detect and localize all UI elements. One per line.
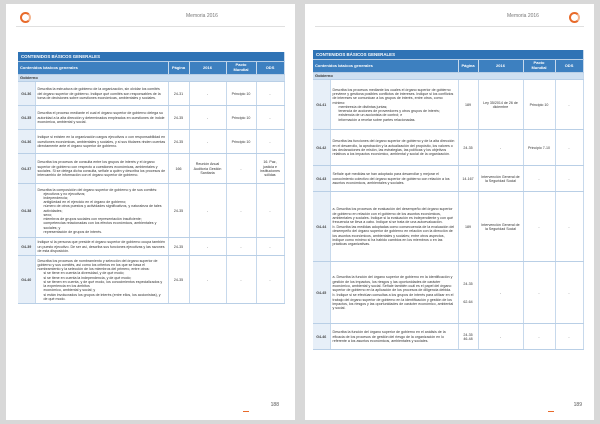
row-year: -	[478, 130, 523, 166]
row-ods: 16. Paz, justicia e instituciones sólidas	[256, 154, 284, 184]
gri-table	[18, 52, 285, 304]
row-page-b: 62-64	[463, 299, 473, 304]
row-code: G4-36	[18, 82, 35, 106]
row-ods: -	[555, 166, 583, 192]
row-page-cell	[458, 262, 478, 324]
row-pacto: Principio 10	[226, 106, 256, 130]
table-row	[313, 130, 583, 166]
row-pacto: -	[226, 154, 256, 184]
table-row	[18, 184, 284, 238]
list-item: • miembros de grupos sociales con representación insuficiente;	[44, 217, 166, 221]
row-year: -	[189, 106, 226, 130]
row-ods: -	[555, 80, 583, 130]
page-marker	[548, 411, 554, 412]
row-text: Indique si existen en la organización cargos ejecutivos o con responsabilidad en cuestiones económicas, ambientales y sociales, y si sus titulares rinden cuentas directamente ante el órgano superior de gobierno.	[35, 130, 168, 154]
row-year: -	[189, 238, 226, 256]
right-page	[305, 4, 594, 420]
row-text: Describa los procesos de consulta entre los grupos de interés y el órgano superior de gobierno con respecto a cuestiones económicas, ambientales y sociales. Si se delega dicha consulta, señale a quién y describa los procesos de intercambio de información con el órgano superior de gobierno.	[35, 154, 168, 184]
row-code: G4-43	[313, 166, 330, 192]
row-ods: -	[256, 130, 284, 154]
row-ods: -	[555, 192, 583, 262]
col-page: Página	[168, 62, 189, 74]
row-page: 189	[458, 192, 478, 262]
list-item: • económico, ambiental y social; y	[44, 288, 166, 292]
col-page: Página	[458, 60, 478, 72]
table-row	[18, 256, 284, 304]
col-ods: ODS	[555, 60, 583, 72]
row-pacto: -	[523, 166, 555, 192]
list-item: • tenencia de acciones de proveedores y otros grupos de interés;	[339, 109, 456, 113]
row-text: Describa el proceso mediante el cual el órgano superior de gobierno delega su autoridad a la alta dirección y determinados empleados en cuestiones de índole económica, ambiental y social.	[35, 106, 168, 130]
col-pacto: Pacto Mundial	[226, 62, 256, 74]
row-pacto: Principio 7-10	[523, 130, 555, 166]
row-page: 24-35	[168, 238, 189, 256]
row-page: 24-35	[168, 256, 189, 304]
row-text: Indique si la persona que preside el órgano superior de gobierno ocupa también un puesto ejecutivo. De ser así, describa sus funciones ejecutivas y las razones de esta disposición.	[35, 238, 168, 256]
row-code: G4-39	[18, 238, 35, 256]
row-pacto: -	[226, 238, 256, 256]
row-code: G4-40	[18, 256, 35, 304]
list-item: • competencias relacionadas con los efectos económicos, ambientales y sociales; y	[44, 221, 166, 229]
list-item: • si están involucrados los grupos de interés (entre ellos, los accionistas), y de qué modo.	[44, 293, 166, 301]
row-page: 14-167	[458, 166, 478, 192]
row-code: G4-36	[18, 130, 35, 154]
section-label: Gobierno	[313, 72, 583, 80]
bullet-list	[38, 192, 166, 234]
row-page: 189	[458, 80, 478, 130]
row-ods: -	[256, 238, 284, 256]
row-page: 24-35	[168, 106, 189, 130]
row-year: -	[189, 184, 226, 238]
row-text-cell	[330, 262, 458, 324]
row-code: G4-35	[18, 106, 35, 130]
row-code: G4-37	[18, 154, 35, 184]
row-ods: -	[256, 82, 284, 106]
row-year: -	[189, 256, 226, 304]
row-ods: -	[555, 262, 583, 324]
list-item: • si se tienen en cuenta, y de qué modo, los conocimientos especializados y la experiencia en los ámbitos	[44, 280, 166, 288]
row-pacto: -	[226, 184, 256, 238]
row-year: Intervención General de la Seguridad Social	[478, 192, 523, 262]
header-title: Memoria 2016	[186, 13, 218, 19]
table-row	[313, 192, 583, 262]
row-pacto: Principio 10	[226, 130, 256, 154]
row-text: Describa los procesos de nombramiento y selección del órgano superior de gobierno y sus comités, así como los criterios en los que se basa el nombramiento y la selección de los miembros del primero, entre otros:	[37, 258, 158, 272]
row-text: a. Describa los procesos de evaluación del desempeño del órgano superior de gobierno en relación con el gobierno de los asuntos económicos, ambientales y sociales. Indique si la evaluación es independiente y con qué frecuencia se lleva a cabo. Indique si se trata de una autoevaluación.	[332, 207, 453, 224]
row-text: Describa la composición del órgano superior de gobierno y de sus comités:	[37, 187, 158, 192]
row-subtext: b. Describa las medidas adoptadas como consecuencia de la evaluación del desempeño del órgano superior de gobierno en relación con la dirección de los asuntos económicos, ambientales y sociales; entre otros aspectos, indique como mínimo si ha habido cambios en los miembros o en las prácticas organizativas.	[332, 225, 455, 247]
col-ods: ODS	[256, 62, 284, 74]
bullet-list	[38, 271, 166, 301]
row-code: G4-38	[18, 184, 35, 238]
table-row	[18, 130, 284, 154]
row-year: -	[189, 82, 226, 106]
row-pacto: -	[523, 192, 555, 262]
row-text-cell	[330, 192, 458, 262]
row-subtext: b. Indique si se efectúan consultas a los grupos de interés para utilizar en el trabajo del órgano superior de gobierno en la identificación y gestión de los impactos, los riesgos y las oportunidades de carácter económico, ambiental y social.	[332, 293, 454, 311]
col-content: Contenidos básicos generales	[313, 60, 458, 72]
page-number: 188	[270, 402, 279, 408]
table-row	[313, 80, 583, 130]
list-item: • número de otros puestos y actividades significativos, y naturaleza de tales actividades;	[44, 204, 166, 212]
table-title: CONTENIDOS BÁSICOS GENERALES	[18, 52, 284, 62]
row-year: Reunión Anual Auditoría Gestión Sanitaria	[189, 154, 226, 184]
row-code: G4-46	[313, 324, 330, 350]
row-text: Describa las funciones del órgano superior de gobierno y de la alta dirección en el desarrollo, la aprobación y la actualización del propósito, los valores o las declaraciones de misión, las estrategias, las políticas y los objetivos relativos a los impactos económico, ambiental y social de la organización.	[330, 130, 458, 166]
list-item: • si se tiene en cuenta la independencia, y de qué modo;	[44, 276, 166, 280]
row-code: G4-41	[313, 80, 330, 130]
table-row	[313, 262, 583, 324]
gri-table	[313, 50, 584, 350]
list-item: • ejecutivos y no ejecutivos;	[44, 192, 166, 196]
page-marker	[243, 411, 249, 412]
row-code: G4-42	[313, 130, 330, 166]
row-page: 166	[168, 154, 189, 184]
table-row	[18, 82, 284, 106]
list-item: • sexo;	[44, 213, 166, 217]
left-page	[6, 4, 295, 420]
row-pacto: Principio 10	[226, 82, 256, 106]
list-item: • membresía de distintas juntas;	[339, 105, 456, 109]
table-title: CONTENIDOS BÁSICOS GENERALES	[313, 50, 583, 60]
col-year: 2016	[478, 60, 523, 72]
row-page: 24-35	[463, 281, 473, 286]
row-text: Describa los procesos mediante los cuales el órgano superior de gobierno previene y gestiona posibles conflictos de intereses. Indique si los conflictos de intereses se comunican a los grupos de interés, entre otros, como mínimo:	[332, 87, 454, 105]
row-ods: -	[256, 256, 284, 304]
row-year: Ley 35/2014 de 26 de diciembre	[478, 80, 523, 130]
row-text: Describa la estructura de gobierno de la organización, sin olvidar los comités del órgano superior de gobierno. Indique qué comités son responsables de la toma de decisiones sobre cuestiones económicas, ambientales y sociales.	[35, 82, 168, 106]
row-text: Describa la función del órgano superior de gobierno en el análisis de la eficacia de los procesos de gestión del riesgo de la organización en lo referente a los asuntos económicos, ambientales y sociales.	[330, 324, 458, 350]
header-rule	[315, 26, 584, 27]
row-pacto: -	[523, 262, 555, 324]
row-page: 24-31	[168, 82, 189, 106]
row-year: -	[478, 324, 523, 350]
header-rule	[16, 26, 285, 27]
col-pacto: Pacto Mundial	[523, 60, 555, 72]
row-year: -	[189, 130, 226, 154]
table-row	[313, 166, 583, 192]
row-year: -	[478, 262, 523, 324]
row-pacto: -	[523, 324, 555, 350]
section-label: Gobierno	[18, 74, 284, 82]
list-item: • antigüedad en el ejercicio en el órgano de gobierno;	[44, 200, 166, 204]
row-ods: -	[555, 324, 583, 350]
row-text-cell	[35, 256, 168, 304]
list-item: • independencia;	[44, 196, 166, 200]
row-page: 24-35 46-48	[458, 324, 478, 350]
list-item: • información a revelar sobre partes relacionadas.	[339, 118, 456, 122]
col-year: 2016	[189, 62, 226, 74]
row-ods: -	[555, 130, 583, 166]
row-year: Intervención General de la Seguridad Social	[478, 166, 523, 192]
row-text: a. Describa la función del órgano superior de gobierno en la identificación y gestión de los impactos, los riesgos y las oportunidades de carácter económico, ambiental y social. Señale también cuál es el papel del órgano superior de gobierno en la aplicación de los procesos de diligencia debida.	[332, 275, 453, 293]
row-text-cell	[35, 184, 168, 238]
list-item: • representación de grupos de interés.	[44, 230, 166, 234]
list-item: • si se tiene en cuenta la diversidad, y de qué modo;	[44, 271, 166, 275]
row-ods: -	[256, 184, 284, 238]
row-text: Señale qué medidas se han adoptado para desarrollar y mejorar el conocimiento colectivo del órgano superior de gobierno con relación a los asuntos económicos, ambientales y sociales.	[330, 166, 458, 192]
row-pacto: -	[226, 256, 256, 304]
row-ods: -	[256, 106, 284, 130]
table-row	[18, 106, 284, 130]
row-code: G4-44	[313, 192, 330, 262]
row-page: 24-35	[168, 184, 189, 238]
header-title: Memoria 2016	[507, 13, 539, 19]
row-text-cell	[330, 80, 458, 130]
row-code: G4-45	[313, 262, 330, 324]
table-row	[18, 238, 284, 256]
row-page: 24-35	[168, 130, 189, 154]
table-row	[18, 154, 284, 184]
row-page: 24-35	[458, 130, 478, 166]
logo-icon	[20, 12, 31, 23]
page-number: 189	[573, 402, 582, 408]
col-content: Contenidos básicos generales	[18, 62, 168, 74]
table-row	[313, 324, 583, 350]
bullet-list	[333, 105, 456, 122]
row-pacto: Principio 10	[523, 80, 555, 130]
logo-icon	[569, 12, 580, 23]
list-item: • existencia de un accionista de control; e	[339, 113, 456, 117]
